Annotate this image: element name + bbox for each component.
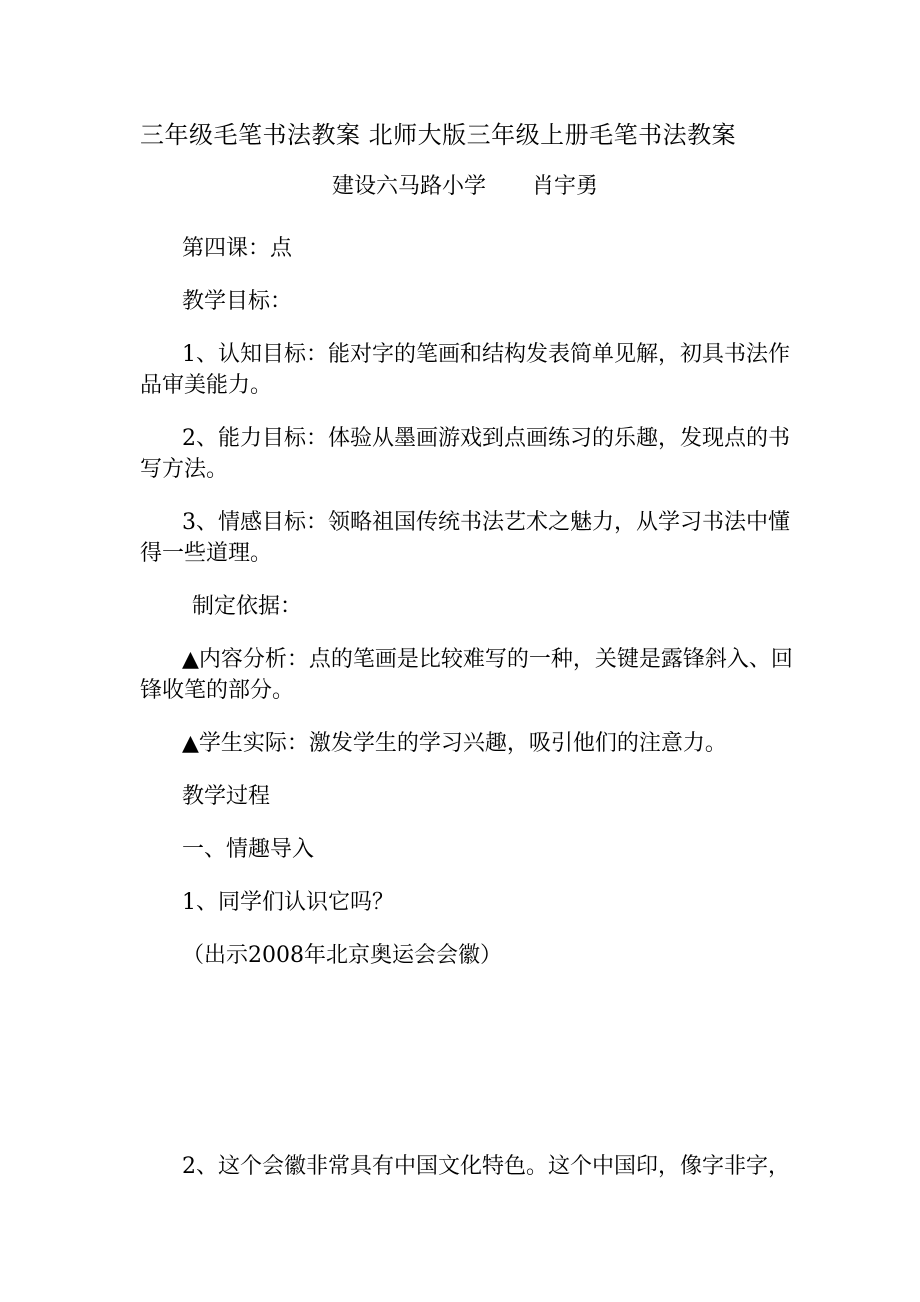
goals-heading: 教学目标： bbox=[182, 289, 293, 314]
goal-2-line-1: 2、能力目标：体验从墨画游戏到点画练习的乐趣，发现点的书 bbox=[182, 426, 790, 451]
paragraph-2: 2、这个会徽非常具有中国文化特色。这个中国印，像字非字， bbox=[182, 1154, 790, 1179]
goal-1-line-1: 1、认知目标：能对字的笔画和结构发表简单见解，初具书法作 bbox=[182, 342, 790, 367]
author-name: 肖宇勇 bbox=[532, 174, 599, 199]
school-name: 建设六马路小学 bbox=[332, 174, 487, 199]
basis-heading: 制定依据： bbox=[192, 594, 303, 619]
goal-3-line-1: 3、情感目标：领略祖国传统书法艺术之魅力，从学习书法中懂 bbox=[182, 510, 790, 535]
content-analysis-line-1: ▲内容分析：点的笔画是比较难写的一种，关键是露锋斜入、回 bbox=[182, 647, 793, 672]
content-analysis-line-2: 锋收笔的部分。 bbox=[140, 678, 295, 703]
lesson-heading: 第四课：点 bbox=[182, 236, 293, 261]
goal-1-line-2: 品审美能力。 bbox=[140, 373, 273, 398]
goal-3-line-2: 得一些道理。 bbox=[140, 541, 273, 566]
show-emblem-note: （出示2008年北京奥运会会徽） bbox=[182, 943, 502, 968]
process-heading: 教学过程 bbox=[182, 784, 271, 809]
author-line bbox=[332, 174, 598, 200]
student-reality: ▲学生实际：激发学生的学习兴趣，吸引他们的注意力。 bbox=[182, 731, 727, 756]
question-1: 1、同学们认识它吗？ bbox=[182, 890, 394, 915]
section-1-heading: 一、情趣导入 bbox=[182, 837, 315, 862]
document-title: 三年级毛笔书法教案 北师大版三年级上册毛笔书法教案 bbox=[140, 121, 737, 149]
goal-2-line-2: 写方法。 bbox=[140, 457, 229, 482]
